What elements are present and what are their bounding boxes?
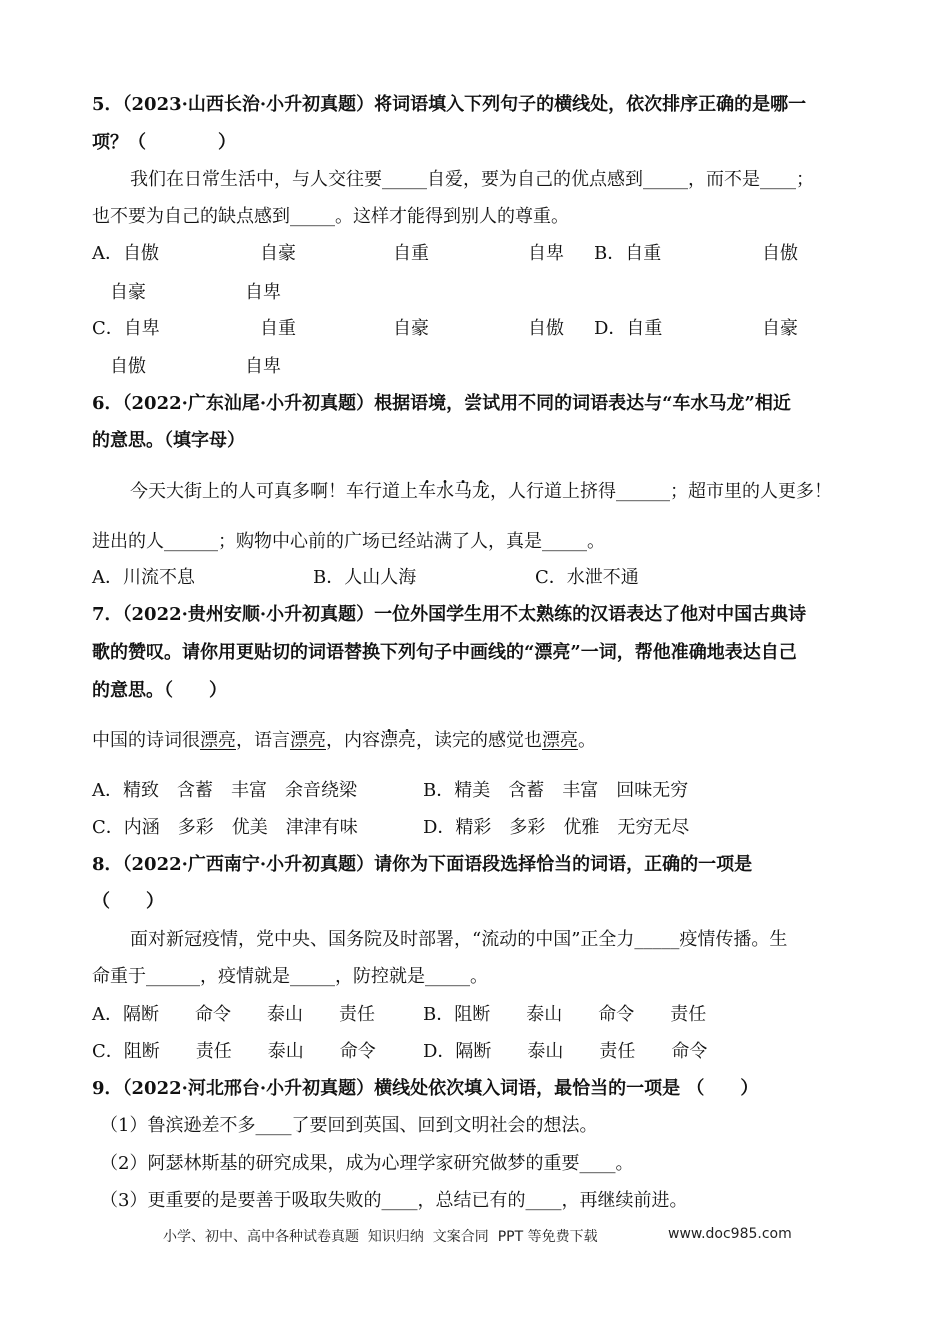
q9-sentence-3: （3）更重要的是要善于吸取失败的____，总结已有的____，再继续前进。 — [100, 1190, 688, 1211]
q6-passage-line2: 进出的人______；购物中心前的广场已经站满了人，真是_____。 — [92, 531, 605, 552]
q8-passage-line2: 命重于______，疫情就是_____，防控就是_____。 — [92, 966, 488, 987]
q5-option-d[interactable]: D．自重 — [594, 318, 663, 339]
q6-option-c[interactable]: C．水泄不通 — [535, 567, 639, 588]
q5-option-d-word2: 自豪 — [762, 318, 798, 339]
q5-stem-line1: 5．（2023·山西长治·小升初真题）将词语填入下列句子的横线处，依次排序正确的是哪一 — [92, 94, 807, 115]
q5-option-c-word2: 自重 — [260, 318, 296, 339]
q8-stem-line1: 8．（2022·广西南宁·小升初真题）请你为下面语段选择恰当的词语，正确的一项是 — [92, 854, 753, 875]
footer-promo-text: 小学、初中、高中各种试卷真题 知识归纳 文案合同 PPT 等免费下载 — [163, 1229, 598, 1245]
q7-option-c[interactable]: C．内涵 多彩 优美 津津有味 — [92, 817, 358, 838]
q5-option-a-word2: 自豪 — [260, 243, 296, 264]
q5-option-b-word4: 自卑 — [245, 282, 281, 303]
q7-option-d[interactable]: D．精彩 多彩 优雅 无穷无尽 — [423, 817, 690, 838]
q5-stem-line2: 项？（ ） — [92, 132, 236, 153]
q7-option-a[interactable]: A．精致 含蓄 丰富 余音绕梁 — [92, 780, 357, 801]
q8-stem-line2: （ ） — [92, 891, 164, 912]
q5-option-a-word3: 自重 — [393, 243, 429, 264]
q9-stem-line1: 9．（2022·河北邢台·小升初真题）横线处依次填入词语，最恰当的一项是 （ ） — [92, 1078, 759, 1099]
q8-option-d[interactable]: D．隔断 泰山 责任 命令 — [423, 1041, 708, 1062]
q6-stem-line2: 的意思。（填字母） — [92, 430, 245, 451]
q5-passage-line1: 我们在日常生活中，与人交往要_____自爱，要为自己的优点感到_____，而不是____； — [130, 169, 814, 190]
q7-stem-line2: 歌的赞叹。请你用更贴切的词语替换下列句子中画线的“漂亮”一词，帮他准确地表达自己 — [92, 642, 797, 663]
q5-option-d-word3: 自傲 — [110, 356, 146, 377]
q8-option-b[interactable]: B．阻断 泰山 命令 责任 — [423, 1004, 707, 1025]
q6-stem-line1: 6．（2022·广东汕尾·小升初真题）根据语境，尝试用不同的词语表达与“车水马龙”相近 — [92, 393, 791, 414]
q6-option-a[interactable]: A．川流不息 — [92, 567, 195, 588]
q5-option-a[interactable]: A．自傲 — [92, 243, 159, 264]
q5-option-c[interactable]: C．自卑 — [92, 318, 160, 339]
q5-option-b-word3: 自豪 — [110, 282, 146, 303]
q9-sentence-1: （1）鲁滨逊差不多____了要回到英国、回到文明社会的想法。 — [100, 1115, 598, 1136]
q5-option-b-word2: 自傲 — [762, 243, 798, 264]
q5-option-c-word3: 自豪 — [393, 318, 429, 339]
q6-option-b[interactable]: B．人山人海 — [313, 567, 417, 588]
q5-passage-line2: 也不要为自己的缺点感到_____。这样才能得到别人的尊重。 — [92, 206, 569, 227]
q8-option-c[interactable]: C．阻断 责任 泰山 命令 — [92, 1041, 376, 1062]
q7-sentence: 中国的诗词很漂亮，语言漂亮，内容漂亮，读完的感觉也漂亮。 — [92, 730, 596, 751]
q5-option-a-word4: 自卑 — [528, 243, 564, 264]
q7-stem-line1: 7．（2022·贵州安顺·小升初真题）一位外国学生用不太熟练的汉语表达了他对中国古典诗 — [92, 604, 807, 625]
q7-stem-line3: 的意思。（ ） — [92, 680, 227, 701]
q7-option-b[interactable]: B．精美 含蓄 丰富 回味无穷 — [423, 780, 689, 801]
q5-option-d-word4: 自卑 — [245, 356, 281, 377]
q5-option-b[interactable]: B．自重 — [594, 243, 662, 264]
q6-passage-line1: 今天大街上的人可真多啊！车行道上车水马龙，人行道上挤得______；超市里的人更多！ — [130, 481, 832, 502]
footer-url-link[interactable]: www.doc985.com — [668, 1226, 792, 1242]
q9-sentence-2: （2）阿瑟林斯基的研究成果，成为心理学家研究做梦的重要____。 — [100, 1153, 634, 1174]
q8-passage-line1: 面对新冠疫情，党中央、国务院及时部署，“流动的中国”正全力_____疫情传播。生 — [130, 929, 788, 950]
q5-option-c-word4: 自傲 — [528, 318, 564, 339]
q8-option-a[interactable]: A．隔断 命令 泰山 责任 — [92, 1004, 375, 1025]
